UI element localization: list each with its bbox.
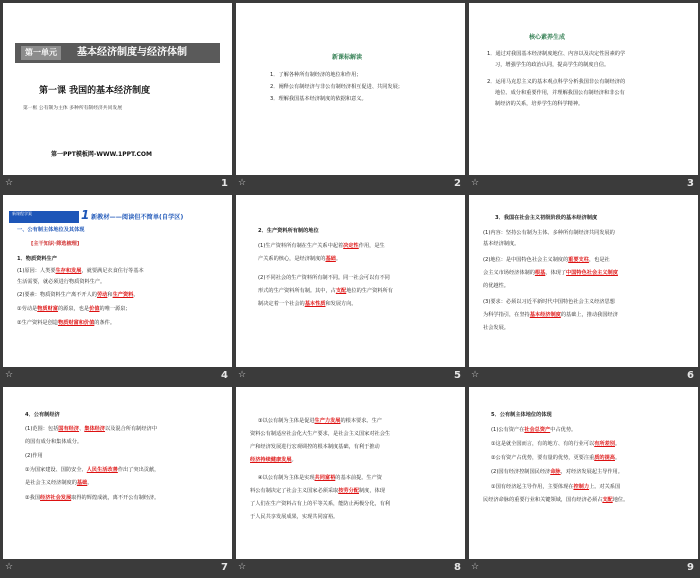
section-title: 新教材——阅读但不简单(自学区) — [91, 214, 184, 221]
slide-number: 4 — [221, 370, 228, 381]
slide-cell-8[interactable] — [234, 385, 467, 577]
slide-thumbnail[interactable] — [469, 195, 698, 367]
text-line: ②我国经济社会发展取得的辉煌成就，离不开公有制经济。 — [25, 495, 160, 501]
text-line: ①为国家建设、国防安全、人民生活改善作出了突出贡献， — [25, 467, 160, 473]
paragraph-line: 2．运用马克思主义的基本观点科学分析我国非公有制经济的 — [487, 79, 626, 85]
footer-text: 第一PPT模板网-WWW.1PPT.COM — [51, 151, 152, 158]
slide-transition-icon[interactable]: ☆ — [5, 178, 14, 188]
slide-thumbnail[interactable] — [469, 3, 698, 175]
text-line: 经济持续健康发展。 — [250, 457, 297, 463]
lesson-title: 第一课 我国的基本经济制度 — [39, 86, 151, 96]
slide-number: 8 — [454, 562, 461, 573]
text-line: (1)内容：坚持公有制为主体、多种所有制经济共同发展的 — [483, 230, 615, 236]
paragraph-line: 地位、成分和重要作用，并理解我国公有制经济和非公有 — [495, 90, 625, 96]
section-heading: 一、公有制主体地位及其体现 — [17, 227, 85, 233]
slide-number: 3 — [687, 178, 694, 189]
point-heading: 4．公有制经济 — [25, 412, 60, 418]
text-line: 社会发展。 — [483, 325, 509, 331]
point-heading: 2．生产资料所有制的地位 — [258, 228, 319, 234]
text-line: 料公有制决定了社会主义国家必须采取按劳分配制度，体现 — [250, 488, 385, 494]
slide-bar — [467, 176, 700, 192]
text-line: 的优越性。 — [483, 283, 509, 289]
text-line: 民经济命脉的重要行业和关键领域，国有经济必须占支配地位。 — [483, 497, 629, 503]
slide-number: 1 — [221, 178, 228, 189]
frame-subtitle: 第一框 公有制为主体 多种所有制经济共同发展 — [23, 106, 122, 111]
paragraph-line: 制经济的关系，培养学生的科学精神。 — [495, 101, 584, 107]
list-item: 2．阐释公有制经济与非公有制经济相互促进、共同发展； — [270, 84, 403, 90]
unit-banner — [15, 43, 220, 63]
text-line: 了人们在生产资料占有上的平等关系，能防止两极分化，有利 — [250, 501, 391, 507]
text-line: 产和经济发展进行宏观调控的根本制度基础，有利于推动 — [250, 444, 380, 450]
unit-tag: 第一单元 — [21, 46, 61, 60]
slide-bar — [1, 176, 234, 192]
text-line: (2)不同社会的生产资料所有制不同。同一社会可以有不同 — [258, 275, 390, 281]
text-line: 制决定着一个社会的基本性质和发展方向。 — [258, 301, 357, 307]
slide-bar — [1, 368, 234, 384]
text-line: ②生产资料是创造物质财富和价值的条件。 — [17, 320, 116, 326]
slide-cell-7[interactable] — [1, 385, 234, 577]
slide-cell-2[interactable] — [234, 1, 467, 193]
text-line: ③以公有制为主体是促进生产力发展的根本要求。生产 — [258, 418, 382, 424]
text-line: 是社会主义经济制度的基础。 — [25, 480, 93, 486]
slide-bar — [1, 560, 234, 576]
slide-bar — [467, 560, 700, 576]
slide-thumbnail[interactable] — [3, 3, 232, 175]
list-item: 3．理解我国基本经济制度的依据和意义。 — [270, 96, 367, 102]
point-heading: 3．我国在社会主义初级阶段的基本经济制度 — [495, 215, 598, 221]
paragraph-line: 1．通过对我国基本经济制度地位、内容以及决定性因素的学 — [487, 51, 626, 57]
section-flag: 新课程学案 — [9, 211, 79, 223]
slide-thumbnail[interactable] — [469, 387, 698, 559]
slide-cell-4[interactable] — [1, 193, 234, 385]
text-line: 产关系的核心，是经济制度的基础。 — [258, 256, 342, 262]
text-line: (2)要素：物质资料生产离不开人的劳动和生产资料。 — [17, 292, 139, 298]
text-line: ②公有资产占优势，要有量的优势，更要注重质的提高。 — [491, 455, 621, 461]
text-line: (3)要求：必须以习近平新时代中国特色社会主义经济思想 — [483, 299, 615, 305]
text-line: (1)原因：人类要生存和发展，就要满足衣食住行等基本 — [17, 268, 144, 274]
text-line: ①劳动是物质财富的源泉，也是价值的唯一源泉； — [17, 306, 131, 312]
text-line: (1)范围：包括国有经济、集体经济以及混合所有制经济中 — [25, 426, 157, 432]
text-line: (1)生产资料所有制在生产关系中起着决定性作用，是生 — [258, 243, 385, 249]
slide-number: 2 — [454, 178, 461, 189]
text-line: ①国有经济起主导作用，主要体现在控制力上。对关系国 — [491, 484, 621, 490]
slide-cell-1[interactable] — [1, 1, 234, 193]
unit-title: 基本经济制度与经济体制 — [77, 47, 187, 58]
text-line: (1)公有资产在社会总资产中占优势。 — [491, 427, 577, 433]
slide-cell-5[interactable] — [234, 193, 467, 385]
slide-heading: 核心素养生成 — [529, 34, 566, 41]
slide-transition-icon[interactable]: ☆ — [5, 370, 14, 380]
text-line: ①这是就全国而言，有的地方、有的行业可以有所差别。 — [491, 441, 621, 447]
text-line: 资料公有制适应社会化大生产要求，是社会主义国家对社会生 — [250, 431, 391, 437]
slide-bar — [467, 368, 700, 384]
slide-thumbnail[interactable] — [236, 387, 465, 559]
text-line: 为科学指引，在坚持基本经济制度的基础上，推动我国经济 — [483, 312, 618, 318]
slide-number: 9 — [687, 562, 694, 573]
slide-thumbnail[interactable] — [236, 3, 465, 175]
slide-transition-icon[interactable]: ☆ — [471, 178, 480, 188]
text-line: 基本经济制度。 — [483, 241, 520, 247]
slide-thumbnail[interactable] — [236, 195, 465, 367]
slide-transition-icon[interactable]: ☆ — [5, 562, 14, 572]
slide-number: 7 — [221, 562, 228, 573]
text-line: 会主义市场经济体制的根基，体现了中国特色社会主义制度 — [483, 270, 618, 276]
slide-number: 6 — [687, 370, 694, 381]
slide-cell-3[interactable] — [467, 1, 700, 193]
text-line: 生活需要，就必须进行物质资料生产。 — [17, 279, 106, 285]
slide-cell-6[interactable] — [467, 193, 700, 385]
slide-transition-icon[interactable]: ☆ — [471, 370, 480, 380]
slide-transition-icon[interactable]: ☆ — [238, 178, 247, 188]
knowledge-box-heading: [主干知识·筛选梳理] — [31, 241, 80, 247]
slide-thumbnail[interactable] — [3, 195, 232, 367]
slide-cell-9[interactable] — [467, 385, 700, 577]
text-line: 于人民共享发展成果，实现共同富裕。 — [250, 514, 339, 520]
text-line: (2)作用 — [25, 453, 43, 459]
point-heading: 5．公有制主体地位的体现 — [491, 412, 552, 418]
slide-thumbnail[interactable] — [3, 387, 232, 559]
text-line: ④以公有制为主体是实现共同富裕的基本前提。生产资 — [258, 475, 382, 481]
slide-bar — [234, 560, 467, 576]
slide-number: 5 — [454, 370, 461, 381]
slide-transition-icon[interactable]: ☆ — [471, 562, 480, 572]
slide-transition-icon[interactable]: ☆ — [238, 370, 247, 380]
slide-heading: 新课标解读 — [332, 54, 363, 61]
point-heading: 1．物质资料生产 — [17, 256, 57, 262]
text-line: 形式的生产资料所有制。其中，占支配地位的生产资料所有 — [258, 288, 393, 294]
slide-bar — [234, 368, 467, 384]
slide-bar — [234, 176, 467, 192]
text-line: (2)国有经济控制国民经济命脉，对经济发展起主导作用。 — [491, 469, 623, 475]
text-line: (2)地位：是中国特色社会主义制度的重要支柱，也是社 — [483, 257, 610, 263]
slide-transition-icon[interactable]: ☆ — [238, 562, 247, 572]
text-line: 的国有成分和集体成分。 — [25, 439, 83, 445]
section-number: 1 — [81, 208, 90, 222]
list-item: 1．了解各种所有制经济的地位和作用； — [270, 72, 362, 78]
paragraph-line: 习，增强学生的政治认同，提高学生的制度自信。 — [495, 62, 610, 68]
